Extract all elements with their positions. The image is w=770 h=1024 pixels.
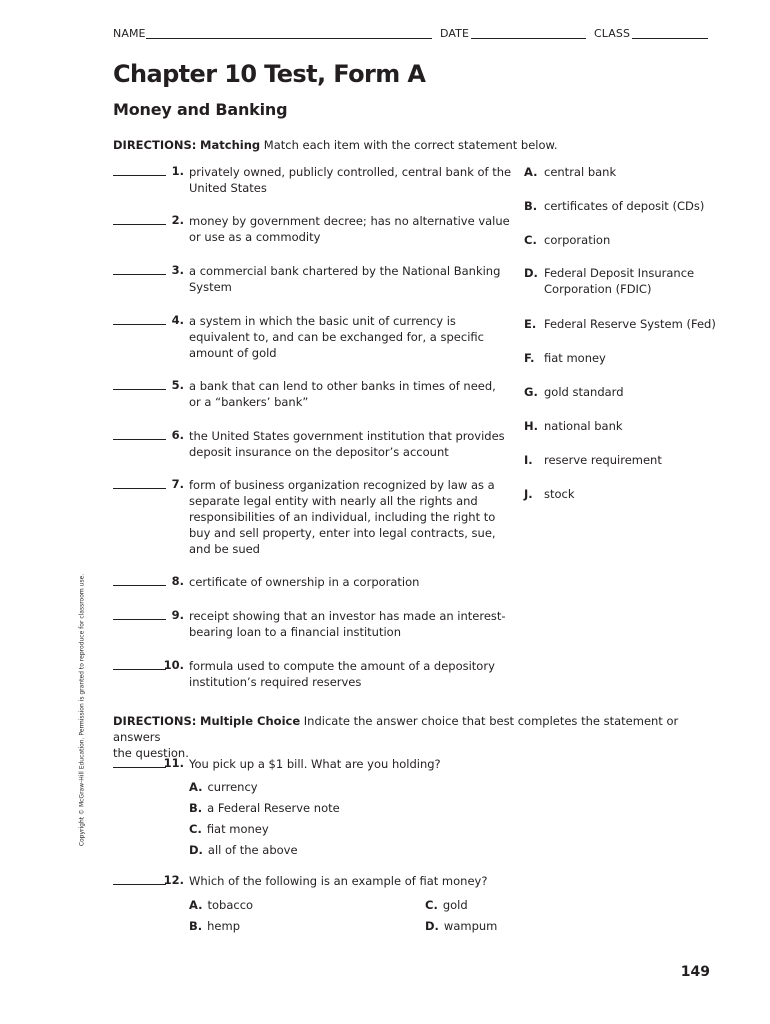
choice-text: all of the above xyxy=(207,843,298,857)
choice-option xyxy=(425,897,468,913)
option-text xyxy=(544,164,616,180)
question-number: 11. xyxy=(163,756,184,770)
matching-item-text xyxy=(189,263,500,295)
option-letter: C. xyxy=(524,233,537,247)
page-title: Chapter 10 Test, Form A xyxy=(113,60,426,88)
matching-item-text xyxy=(189,658,495,690)
matching-item-number: 5. xyxy=(171,378,184,392)
matching-item-text xyxy=(189,313,484,361)
matching-answer-option xyxy=(524,486,575,502)
choice-option xyxy=(189,821,269,837)
choice-letter: B. xyxy=(189,801,203,815)
matching-item-line: United States xyxy=(189,181,267,195)
matching-item-number: 2. xyxy=(171,213,184,227)
matching-item-number: 9. xyxy=(171,608,184,622)
option-text xyxy=(544,265,694,297)
mc-directions xyxy=(113,713,713,761)
matching-answer-option xyxy=(524,232,610,248)
option-text xyxy=(544,384,624,400)
matching-item-line: System xyxy=(189,280,232,294)
option-text xyxy=(544,316,716,332)
matching-item-line: or use as a commodity xyxy=(189,230,321,244)
matching-item-number: 7. xyxy=(171,477,184,491)
matching-item-line: formula used to compute the amount of a depository xyxy=(189,659,495,673)
question-text: Which of the following is an example of fiat money? xyxy=(189,874,488,888)
option-letter: B. xyxy=(524,199,538,213)
matching-item-line: responsibilities of an individual, including the right to xyxy=(189,510,496,524)
matching-instruction: Match each item with the correct statement below. xyxy=(263,138,558,152)
matching-item-number: 4. xyxy=(171,313,184,327)
page-subtitle: Money and Banking xyxy=(113,100,288,119)
choice-option xyxy=(189,779,258,795)
matching-item-number: 1. xyxy=(171,164,184,178)
option-line: Federal Reserve System (Fed) xyxy=(544,317,716,331)
option-text xyxy=(544,232,610,248)
choice-letter: A. xyxy=(189,780,203,794)
option-text xyxy=(544,452,662,468)
choice-option xyxy=(189,897,253,913)
date-label: DATE xyxy=(440,27,470,40)
option-line: reserve requirement xyxy=(544,453,662,467)
matching-item-line: amount of gold xyxy=(189,346,277,360)
date-line[interactable] xyxy=(471,38,586,39)
matching-item-number: 10. xyxy=(163,658,184,672)
matching-item-line: money by government decree; has no alternative value xyxy=(189,214,510,228)
class-line[interactable] xyxy=(632,38,708,39)
matching-answer-option xyxy=(524,265,694,297)
matching-item-line: bearing loan to a financial institution xyxy=(189,625,402,639)
mc-directions-label: DIRECTIONS: xyxy=(113,714,197,728)
matching-item-line: certificate of ownership in a corporation xyxy=(189,575,420,589)
matching-answer-option xyxy=(524,198,704,214)
option-line: stock xyxy=(544,487,575,501)
matching-item-line: a system in which the basic unit of currency is xyxy=(189,314,456,328)
matching-answer-option xyxy=(524,384,624,400)
choice-letter: B. xyxy=(189,919,203,933)
matching-item-line: equivalent to, and can be exchanged for, a specific xyxy=(189,330,484,344)
matching-item-number: 3. xyxy=(171,263,184,277)
choice-letter: A. xyxy=(189,898,203,912)
option-letter: J. xyxy=(524,487,533,501)
choice-option xyxy=(189,842,298,858)
choice-option xyxy=(425,918,497,934)
class-label: CLASS xyxy=(594,27,631,40)
matching-item-line: receipt showing that an investor has made an interest- xyxy=(189,609,506,623)
matching-directions-label: DIRECTIONS: xyxy=(113,138,197,152)
choice-letter: C. xyxy=(189,822,202,836)
option-line: Corporation (FDIC) xyxy=(544,282,652,296)
name-line[interactable] xyxy=(146,38,432,39)
option-line: central bank xyxy=(544,165,617,179)
choice-text: fiat money xyxy=(206,822,269,836)
matching-item-line: a bank that can lend to other banks in times of need, xyxy=(189,379,496,393)
choice-option xyxy=(189,918,240,934)
choice-text: hemp xyxy=(207,919,241,933)
option-line: national bank xyxy=(544,419,623,433)
option-line: corporation xyxy=(544,233,611,247)
choice-letter: C. xyxy=(425,898,438,912)
option-letter: H. xyxy=(524,419,538,433)
choice-letter: D. xyxy=(189,843,203,857)
matching-item-text xyxy=(189,213,510,245)
option-line: Federal Deposit Insurance xyxy=(544,266,695,280)
option-letter: G. xyxy=(524,385,538,399)
mc-instruction-line2: the question. xyxy=(113,746,189,760)
matching-type-label: Matching xyxy=(200,138,261,152)
copyright-notice: Copyright © McGraw-Hill Education. Permission is granted to reproduce for classroom use. xyxy=(78,573,86,847)
matching-item-text xyxy=(189,608,506,640)
choice-text: tobacco xyxy=(207,898,254,912)
option-letter: E. xyxy=(524,317,537,331)
mc-instruction-line1: Indicate the answer choice that best completes the statement or answers xyxy=(113,714,679,744)
matching-item-text xyxy=(189,164,511,196)
option-text xyxy=(544,350,606,366)
matching-item-text xyxy=(189,378,496,410)
matching-item-number: 6. xyxy=(171,428,184,442)
matching-item-text xyxy=(189,574,419,590)
option-letter: F. xyxy=(524,351,535,365)
page-number: 149 xyxy=(680,964,710,980)
option-text xyxy=(544,198,704,214)
name-label: NAME xyxy=(113,27,146,40)
matching-item-line: the United States government institution that provides xyxy=(189,429,505,443)
matching-answer-option xyxy=(524,316,716,332)
matching-item-text xyxy=(189,428,505,460)
matching-item-line: buy and sell property, enter into legal contracts, sue, xyxy=(189,526,496,540)
mc-type-label: Multiple Choice xyxy=(200,714,301,728)
matching-answer-option xyxy=(524,350,606,366)
option-text xyxy=(544,486,575,502)
matching-answer-option xyxy=(524,418,623,434)
option-line: fiat money xyxy=(544,351,606,365)
choice-option xyxy=(189,800,340,816)
matching-item-line: or a “bankers’ bank” xyxy=(189,395,309,409)
choice-text: currency xyxy=(207,780,258,794)
option-line: gold standard xyxy=(544,385,624,399)
choice-text: wampum xyxy=(443,919,498,933)
question-number: 12. xyxy=(163,873,184,887)
question-text: You pick up a $1 bill. What are you holding? xyxy=(189,757,441,771)
matching-item-text xyxy=(189,477,496,557)
option-letter: A. xyxy=(524,165,538,179)
matching-item-line: a commercial bank chartered by the National Banking xyxy=(189,264,501,278)
option-text xyxy=(544,418,623,434)
option-letter: I. xyxy=(524,453,533,467)
choice-text: gold xyxy=(442,898,468,912)
matching-item-line: deposit insurance on the depositor’s account xyxy=(189,445,449,459)
option-letter: D. xyxy=(524,266,538,280)
matching-item-line: institution’s required reserves xyxy=(189,675,362,689)
matching-item-line: and be sued xyxy=(189,542,260,556)
matching-directions xyxy=(113,137,713,153)
matching-answer-option xyxy=(524,164,616,180)
matching-answer-option xyxy=(524,452,662,468)
option-line: certificates of deposit (CDs) xyxy=(544,199,705,213)
matching-item-number: 8. xyxy=(171,574,184,588)
choice-text: a Federal Reserve note xyxy=(207,801,340,815)
matching-item-line: privately owned, publicly controlled, central bank of the xyxy=(189,165,512,179)
matching-item-line: separate legal entity with nearly all the rights and xyxy=(189,494,478,508)
matching-item-line: form of business organization recognized by law as a xyxy=(189,478,495,492)
choice-letter: D. xyxy=(425,919,439,933)
